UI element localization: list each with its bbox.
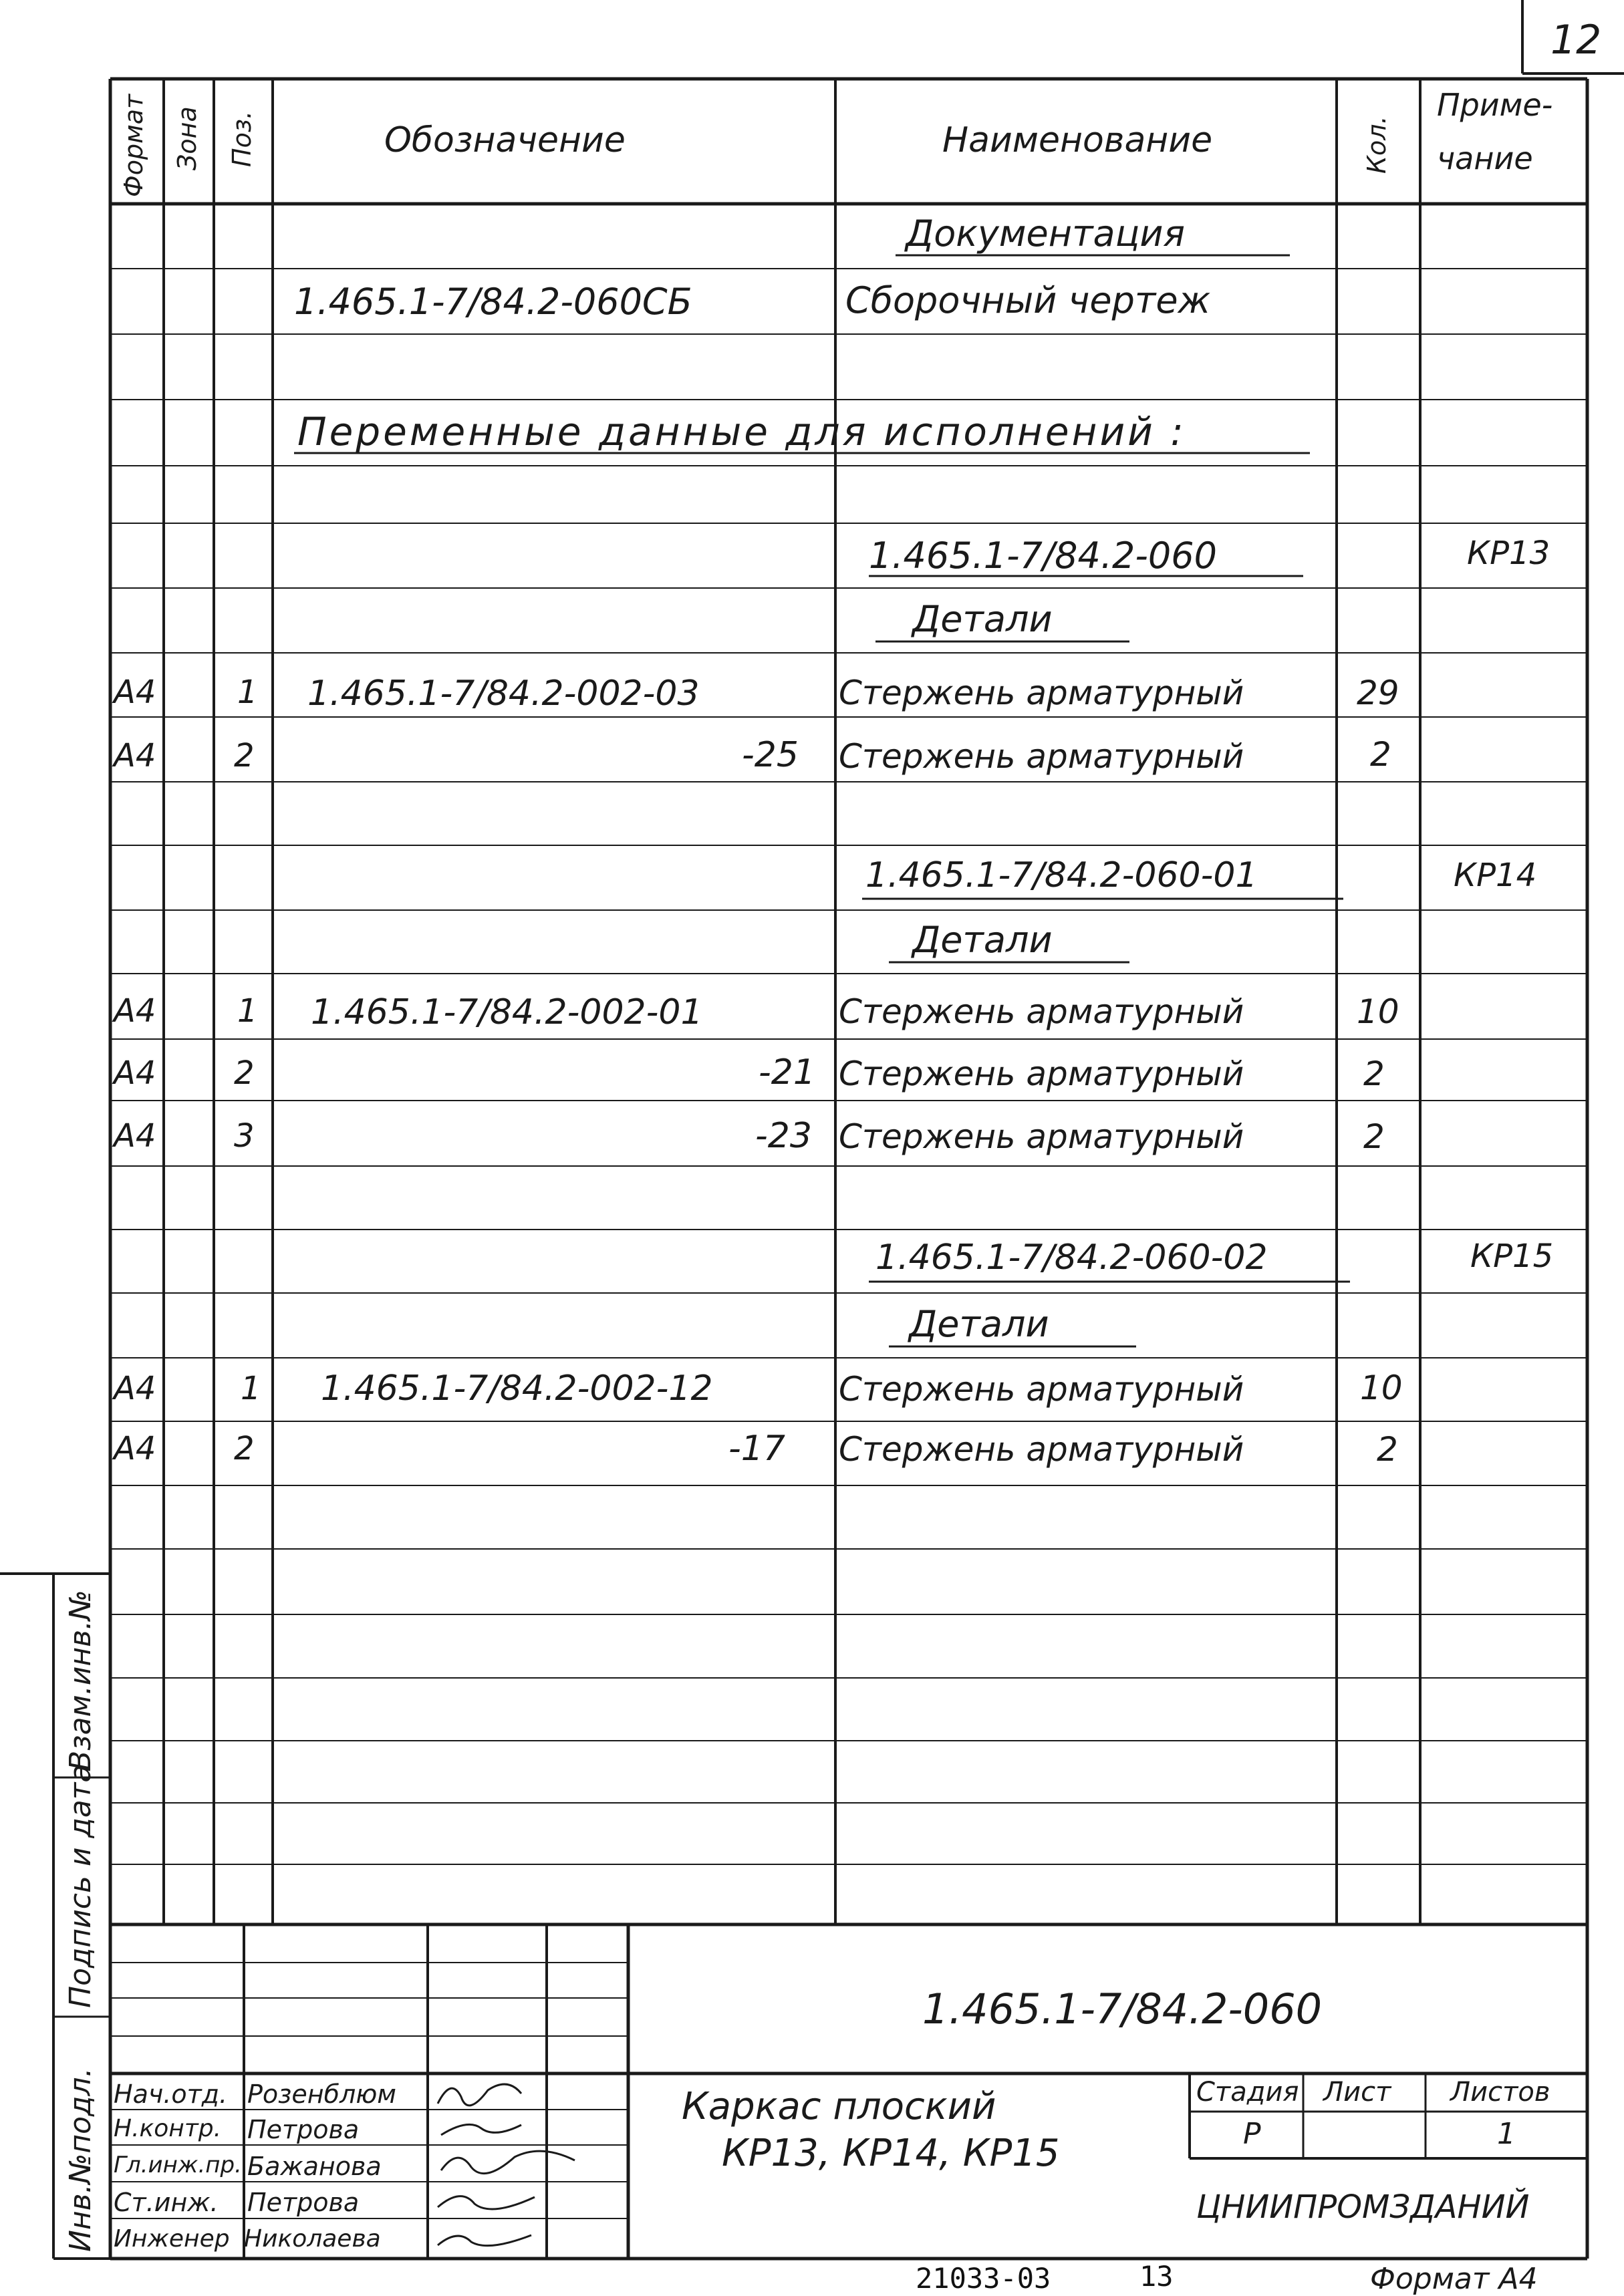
signature-role: Н.контр.	[114, 2115, 222, 2142]
section-heading: Детали	[912, 598, 1053, 640]
signature-name: Петрова	[247, 2188, 360, 2217]
signature-name: Николаева	[244, 2225, 381, 2253]
cell-qty: 29	[1357, 674, 1399, 712]
stage-label: Стадия	[1196, 2077, 1299, 2108]
cell-pos: 3	[234, 1117, 255, 1155]
cell-designation: 1.465.1-7/84.2-060СБ	[294, 281, 692, 323]
stage-value: Р	[1243, 2117, 1261, 2151]
signature-role: Ст.инж.	[114, 2188, 219, 2217]
cell-pos: 1	[237, 992, 258, 1030]
cell-designation: 1.465.1-7/84.2-002-12	[321, 1369, 713, 1409]
cell-note: КР14	[1454, 857, 1537, 894]
header-qty: Кол.	[1362, 116, 1391, 174]
section-heading-variants: Переменные данные для исполнений :	[297, 409, 1186, 454]
cell-note: КР13	[1467, 535, 1550, 572]
section-heading: Детали	[909, 1303, 1049, 1345]
stamp-number: 21033-03	[916, 2262, 1051, 2295]
cell-format: А4	[114, 1430, 156, 1467]
cell-qty: 2	[1377, 1430, 1398, 1469]
section-heading: Документация	[906, 212, 1185, 255]
cell-name: Стержень арматурный	[839, 1370, 1244, 1409]
stamp-podpis-data: Подпись и дата	[63, 1764, 98, 2008]
cell-format: А4	[114, 1054, 156, 1092]
cell-name: Стержень арматурный	[839, 1117, 1244, 1156]
page-number: 13	[1139, 2260, 1174, 2293]
cell-designation: -25	[742, 735, 799, 775]
cell-format: А4	[114, 1117, 156, 1155]
signature-name: Розенблюм	[247, 2079, 396, 2109]
signature-role: Нач.отд.	[114, 2079, 228, 2109]
sheet-label: Лист	[1323, 2077, 1391, 2108]
cell-format: А4	[114, 1370, 156, 1407]
header-zone: Зона	[172, 106, 202, 170]
cell-pos: 2	[234, 737, 255, 774]
cell-format: А4	[114, 737, 156, 774]
signature-name: Петрова	[247, 2115, 360, 2144]
section-heading: Детали	[912, 919, 1053, 961]
cell-qty: 10	[1357, 992, 1399, 1031]
header-note-2: чание	[1437, 140, 1533, 176]
cell-qty: 2	[1363, 1054, 1385, 1093]
signature-name: Бажанова	[247, 2152, 382, 2181]
sheets-label: Листов	[1450, 2077, 1550, 2108]
organization: ЦНИИПРОМЗДАНИЙ	[1196, 2188, 1530, 2226]
stamp-inv-podl: Инв.№подл.	[63, 2067, 98, 2252]
cell-name: Стержень арматурный	[839, 1054, 1244, 1093]
cell-name: 1.465.1-7/84.2-060-02	[875, 1238, 1268, 1278]
cell-qty: 10	[1360, 1369, 1403, 1407]
cell-designation: -17	[728, 1429, 785, 1469]
sheets-value: 1	[1497, 2117, 1516, 2151]
cell-name: 1.465.1-7/84.2-060	[869, 535, 1217, 577]
cell-designation: 1.465.1-7/84.2-002-01	[311, 992, 703, 1032]
cell-qty: 2	[1363, 1117, 1385, 1156]
cell-note: КР15	[1470, 1238, 1554, 1275]
cell-pos: 1	[241, 1370, 261, 1407]
format-label: Формат А4	[1370, 2262, 1538, 2296]
doc-code: 1.465.1-7/84.2-060	[922, 1985, 1323, 2033]
cell-pos: 2	[234, 1054, 255, 1092]
cell-designation: -21	[759, 1052, 815, 1093]
cell-designation: -23	[755, 1116, 812, 1156]
doc-title-2: КР13, КР14, КР15	[722, 2132, 1060, 2175]
cell-pos: 1	[237, 674, 258, 711]
cell-name: Стержень арматурный	[839, 1430, 1244, 1469]
doc-title-1: Каркас плоский	[682, 2085, 996, 2128]
header-pos: Поз.	[227, 110, 257, 167]
cell-format: А4	[114, 992, 156, 1030]
cell-pos: 2	[234, 1430, 255, 1467]
cell-name: Стержень арматурный	[839, 737, 1244, 776]
stamp-vzam-inv: Взам.инв.№	[63, 1590, 98, 1771]
cell-name: Стержень арматурный	[839, 992, 1244, 1031]
cell-designation: 1.465.1-7/84.2-002-03	[307, 674, 700, 714]
header-note-1: Приме-	[1437, 87, 1553, 123]
header-name: Наименование	[942, 120, 1213, 160]
signature-role: Гл.инж.пр.	[114, 2152, 242, 2178]
cell-format: А4	[114, 674, 156, 711]
cell-name: Стержень арматурный	[839, 674, 1244, 712]
signature-role: Инженер	[114, 2225, 230, 2253]
cell-name: Сборочный чертеж	[845, 279, 1211, 321]
header-format: Формат	[119, 94, 148, 197]
cell-name: 1.465.1-7/84.2-060-01	[865, 855, 1258, 895]
sheet-number: 12	[1550, 17, 1602, 63]
header-designation: Обозначение	[384, 120, 626, 160]
cell-qty: 2	[1370, 735, 1391, 774]
